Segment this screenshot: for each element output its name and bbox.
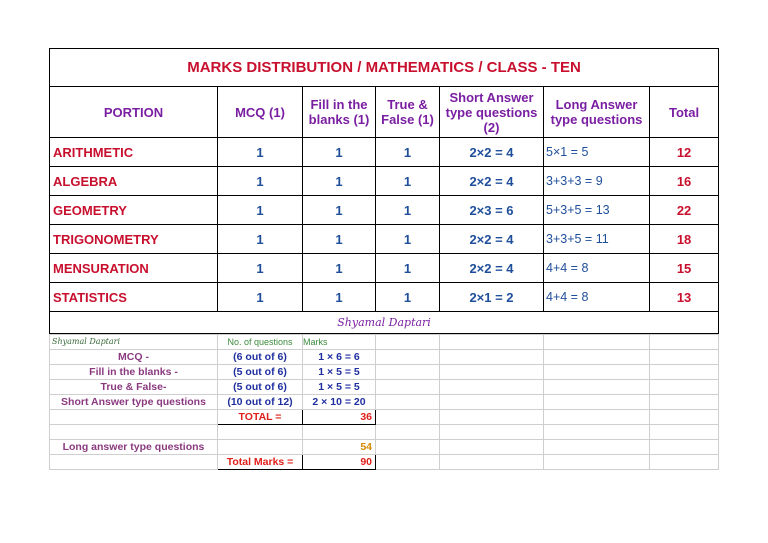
- fill-cell: 1: [303, 283, 376, 312]
- grand-total-label: Total Marks =: [218, 455, 303, 470]
- portion-cell: ALGEBRA: [50, 167, 218, 196]
- fill-cell: 1: [303, 196, 376, 225]
- total-cell: 16: [650, 167, 719, 196]
- short-answer-cell: 2×2 = 4: [440, 225, 544, 254]
- mcq-cell: 1: [218, 196, 303, 225]
- header-fill: Fill in the blanks (1): [303, 87, 376, 138]
- fill-cell: 1: [303, 167, 376, 196]
- summary-row: [50, 350, 719, 365]
- table-row: [50, 283, 719, 312]
- short-answer-cell: 2×2 = 4: [440, 254, 544, 283]
- total-label: TOTAL =: [218, 410, 303, 425]
- true-false-cell: 1: [376, 283, 440, 312]
- total-cell: 22: [650, 196, 719, 225]
- summary-total-row: [50, 410, 719, 425]
- summary-table: [49, 334, 719, 470]
- summary-label: Short Answer type questions: [50, 395, 218, 410]
- summary-row: [50, 395, 719, 410]
- fill-cell: 1: [303, 254, 376, 283]
- true-false-cell: 1: [376, 196, 440, 225]
- table-title: MARKS DISTRIBUTION / MATHEMATICS / CLASS - TEN: [50, 49, 719, 87]
- summary-row: [50, 380, 719, 395]
- long-answer-cell: 4+4 = 8: [544, 254, 650, 283]
- long-answer-cell: 3+3+3 = 9: [544, 167, 650, 196]
- portion-cell: GEOMETRY: [50, 196, 218, 225]
- header-short-answer: Short Answer type questions (2): [440, 87, 544, 138]
- marks-sheet: [49, 48, 718, 470]
- table-row: [50, 254, 719, 283]
- header-mcq: MCQ (1): [218, 87, 303, 138]
- summary-questions: (10 out of 12): [218, 395, 303, 410]
- portion-cell: TRIGONOMETRY: [50, 225, 218, 254]
- summary-questions: (5 out of 6): [218, 365, 303, 380]
- grand-total-value: 90: [303, 455, 376, 470]
- header-portion: PORTION: [50, 87, 218, 138]
- header-long-answer: Long Answer type questions: [544, 87, 650, 138]
- table-row: [50, 225, 719, 254]
- total-cell: 18: [650, 225, 719, 254]
- short-answer-cell: 2×3 = 6: [440, 196, 544, 225]
- mcq-cell: 1: [218, 254, 303, 283]
- long-answer-cell: 4+4 = 8: [544, 283, 650, 312]
- mcq-cell: 1: [218, 167, 303, 196]
- total-cell: 15: [650, 254, 719, 283]
- true-false-cell: 1: [376, 138, 440, 167]
- total-cell: 12: [650, 138, 719, 167]
- portion-cell: STATISTICS: [50, 283, 218, 312]
- short-answer-cell: 2×2 = 4: [440, 138, 544, 167]
- marks-header: Marks: [303, 335, 376, 350]
- true-false-cell: 1: [376, 254, 440, 283]
- long-answer-label: Long answer type questions: [50, 440, 218, 455]
- summary-row: [50, 365, 719, 380]
- summary-header-row: [50, 335, 719, 350]
- mcq-cell: 1: [218, 225, 303, 254]
- marks-distribution-table: [49, 48, 719, 334]
- long-answer-row: [50, 440, 719, 455]
- total-value: 36: [303, 410, 376, 425]
- total-cell: 13: [650, 283, 719, 312]
- long-answer-cell: 3+3+5 = 11: [544, 225, 650, 254]
- table-row: [50, 138, 719, 167]
- summary-questions: (5 out of 6): [218, 380, 303, 395]
- fill-cell: 1: [303, 225, 376, 254]
- portion-cell: MENSURATION: [50, 254, 218, 283]
- grand-total-row: [50, 455, 719, 470]
- long-answer-value: 54: [303, 440, 376, 455]
- header-true-false: True & False (1): [376, 87, 440, 138]
- summary-marks: 1 × 5 = 5: [303, 380, 376, 395]
- fill-cell: 1: [303, 138, 376, 167]
- header-total: Total: [650, 87, 719, 138]
- table-row: [50, 167, 719, 196]
- true-false-cell: 1: [376, 167, 440, 196]
- long-answer-cell: 5+3+5 = 13: [544, 196, 650, 225]
- summary-label: True & False-: [50, 380, 218, 395]
- summary-label: Fill in the blanks -: [50, 365, 218, 380]
- summary-questions: (6 out of 6): [218, 350, 303, 365]
- mcq-cell: 1: [218, 283, 303, 312]
- mcq-cell: 1: [218, 138, 303, 167]
- small-signature: Shyamal Daptari: [50, 335, 218, 350]
- portion-cell: ARITHMETIC: [50, 138, 218, 167]
- long-answer-cell: 5×1 = 5: [544, 138, 650, 167]
- short-answer-cell: 2×2 = 4: [440, 167, 544, 196]
- short-answer-cell: 2×1 = 2: [440, 283, 544, 312]
- true-false-cell: 1: [376, 225, 440, 254]
- signature: Shyamal Daptari: [50, 312, 719, 334]
- questions-header: No. of questions: [218, 335, 303, 350]
- summary-marks: 1 × 6 = 6: [303, 350, 376, 365]
- header-row: [50, 87, 719, 138]
- summary-label: MCQ -: [50, 350, 218, 365]
- summary-marks: 2 × 10 = 20: [303, 395, 376, 410]
- table-row: [50, 196, 719, 225]
- summary-marks: 1 × 5 = 5: [303, 365, 376, 380]
